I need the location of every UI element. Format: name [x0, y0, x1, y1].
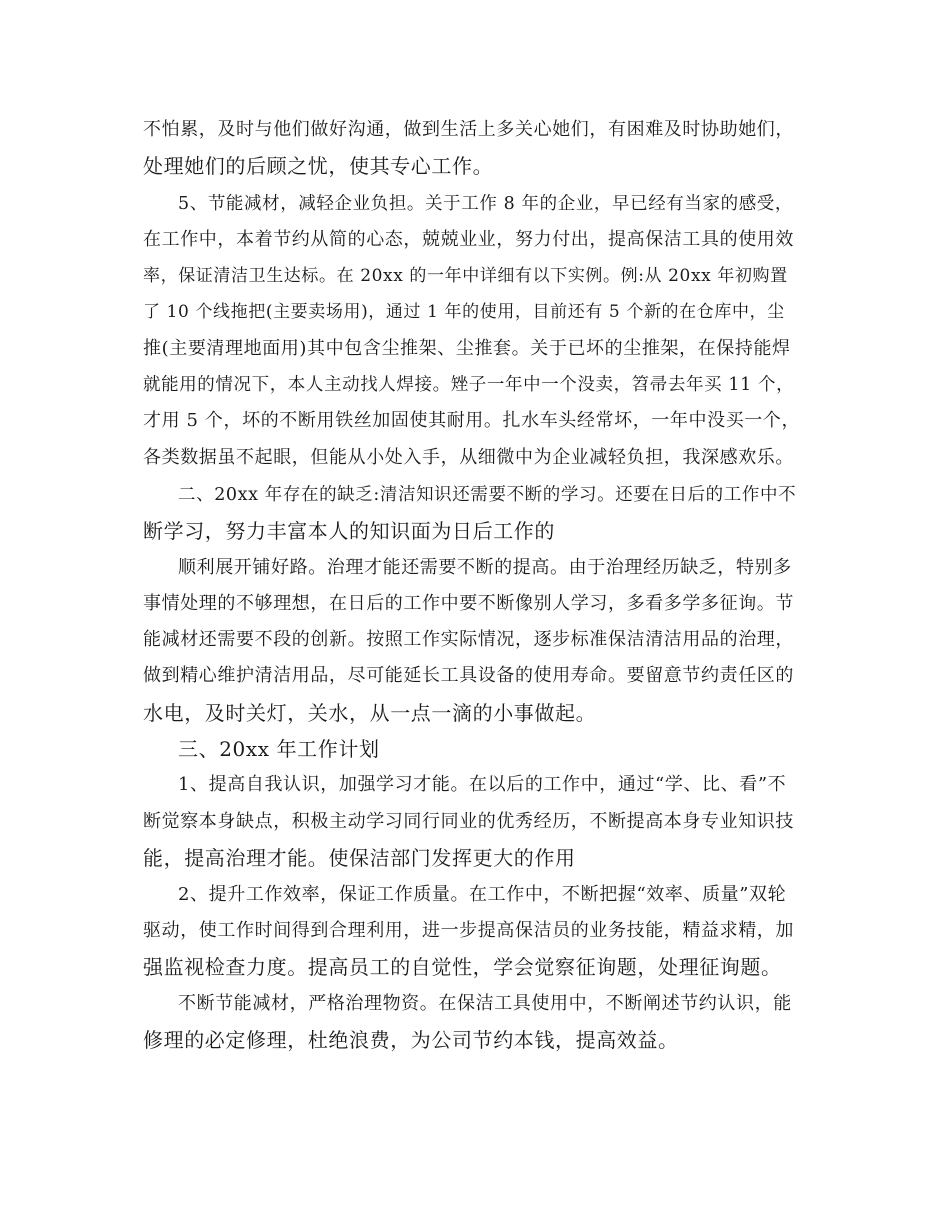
paragraph-start-line: 5、节能减材，减轻企业负担。关于工作 8 年的企业，早已经有当家的感受， [178, 194, 793, 214]
text-line: 率，保证清洁卫生达标。在 20xx 的一年中详细有以下实例。例:从 20xx 年初购置 [143, 266, 788, 286]
text-line: 事情处理的不够理想，在日后的工作中要不断像别人学习，多看多学多征询。节 [143, 593, 794, 614]
text-line: 修理的必定修理，杜绝浪费，为公司节约本钱，提高效益。 [143, 1028, 679, 1052]
text-line: 推(主要清理地面用)其中包含尘推架、尘推套。关于已坏的尘推架，在保持能焊 [143, 338, 791, 359]
text-line: 能减材还需要不段的创新。按照工作实际情况，逐步标准保洁清洁用品的治理， [143, 629, 794, 650]
paragraph-start-line: 2、提升工作效率，保证工作质量。在工作中，不断把握“效率、质量”双轮 [178, 884, 787, 905]
text-line: 水电，及时关灯，关水，从一点一滴的小事做起。 [143, 701, 597, 725]
text-line: 在工作中，本着节约从简的心态，兢兢业业，努力付出，提高保洁工具的使用效 [143, 229, 794, 250]
text-line: 了 10 个线拖把(主要卖场用)，通过 1 年的使用，目前还有 5 个新的在仓库中，尘 [143, 302, 785, 322]
paragraph-start-line: 二、20xx 年存在的缺乏:清洁知识还需要不断的学习。还要在日后的工作中不 [178, 485, 797, 505]
text-line: 驱动，使工作时间得到合理利用，进一步提高保洁员的业务技能，精益求精，加 [143, 920, 794, 941]
paragraph-start-line: 顺利展开铺好路。治理才能还需要不断的提高。由于治理经历缺乏，特别多 [178, 557, 792, 578]
text-line: 断觉察本身缺点，积极主动学习同行同业的优秀经历，不断提高本身专业知识技 [143, 811, 794, 832]
paragraph-start-line: 不断节能减材，严格治理物资。在保洁工具使用中，不断阐述节约认识，能 [178, 993, 792, 1014]
text-line: 强监视检查力度。提高员工的自觉性，学会觉察征询题，处理征询题。 [143, 955, 782, 979]
text-line: 各类数据虽不起眼，但能从小处入手，从细微中为企业减轻负担，我深感欢乐。 [143, 447, 794, 468]
text-line: 不怕累，及时与他们做好沟通，做到生活上多关心她们，有困难及时协助她们， [143, 119, 794, 140]
text-line: 就能用的情况下，本人主动找人焊接。矬子一年中一个没卖，笤帚去年买 11 个， [143, 375, 795, 395]
paragraph-start-line: 1、提高自我认识，加强学习才能。在以后的工作中，通过“学、比、看”不 [178, 774, 787, 795]
section-heading: 三、20xx 年工作计划 [178, 737, 380, 761]
text-line: 能，提高治理才能。使保洁部门发挥更大的作用 [143, 846, 576, 870]
text-line: 做到精心维护清洁用品，尽可能延长工具设备的使用寿命。要留意节约责任区的 [143, 665, 794, 686]
text-line: 处理她们的后顾之忧，使其专心工作。 [143, 154, 494, 178]
text-line: 断学习，努力丰富本人的知识面为日后工作的 [143, 519, 555, 543]
text-line: 才用 5 个，坏的不断用铁丝加固使其耐用。扎水车头经常坏，一年中没买一个， [143, 410, 801, 431]
